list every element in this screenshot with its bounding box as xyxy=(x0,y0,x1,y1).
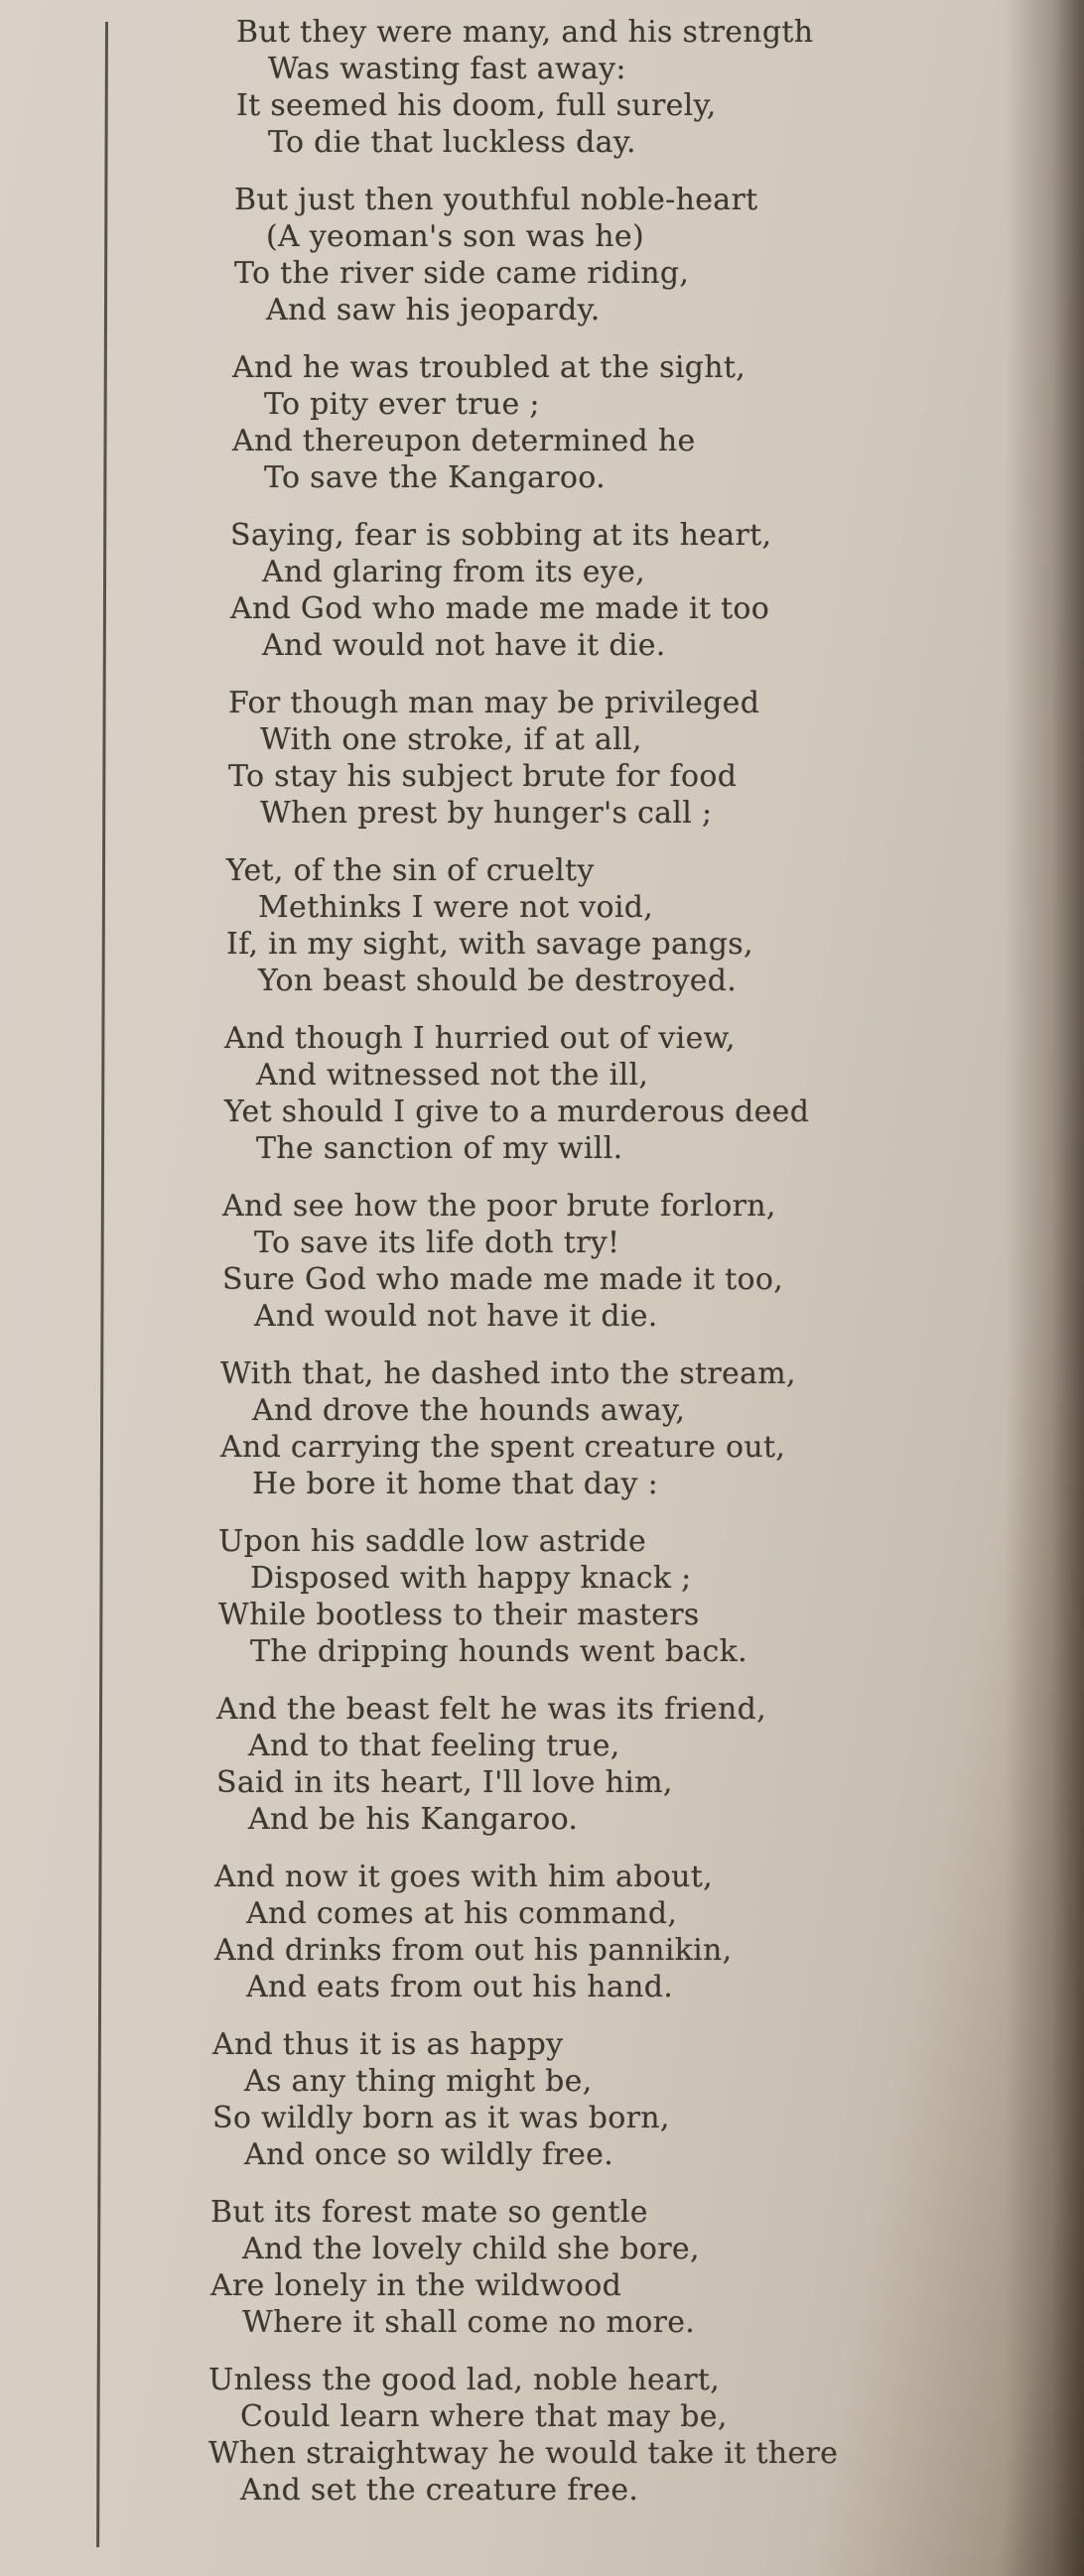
poem-line: Said in its heart, I'll love him, xyxy=(216,1765,673,1800)
poem-line: Yet, of the sin of cruelty xyxy=(226,853,595,888)
poem-line: But they were many, and his strength xyxy=(236,15,814,50)
poem-line: (A yeoman's son was he) xyxy=(266,219,644,254)
stanza-12 xyxy=(214,1859,969,2005)
poem-line: And would not have it die. xyxy=(262,628,666,663)
poem-line: Disposed with happy knack ; xyxy=(250,1561,692,1596)
poem-line: And carrying the spent creature out, xyxy=(220,1430,786,1465)
poem-line: Unless the good lad, noble heart, xyxy=(208,2363,721,2397)
stanza-4 xyxy=(230,517,985,664)
poem-line: And set the creature free. xyxy=(240,2473,639,2508)
stanza-8 xyxy=(222,1188,977,1335)
stanza-9 xyxy=(220,1355,975,1502)
poem-line: For though man may be privileged xyxy=(228,686,760,720)
poem-line: And be his Kangaroo. xyxy=(248,1802,579,1837)
stanza-5 xyxy=(228,685,983,832)
stanza-14 xyxy=(210,2194,965,2341)
poem-line: And the beast felt he was its friend, xyxy=(216,1692,766,1727)
poem-line: And saw his jeopardy. xyxy=(266,293,601,327)
poem-line: To pity ever true ; xyxy=(264,387,540,422)
poem-line: To die that luckless day. xyxy=(268,125,636,160)
poem-line: Was wasting fast away: xyxy=(268,52,626,86)
poem-line: And to that feeling true, xyxy=(248,1729,620,1763)
poem-line: And thereupon determined he xyxy=(232,424,696,458)
page-edge-shadow xyxy=(1005,0,1084,2576)
poem-line: And drove the hounds away, xyxy=(252,1393,686,1428)
poem-line: And once so wildly free. xyxy=(244,2137,614,2172)
poem-line: To save the Kangaroo. xyxy=(264,460,606,495)
poem-line: To save its life doth try! xyxy=(254,1225,620,1260)
poem-line: The dripping hounds went back. xyxy=(250,1634,747,1669)
poem-line: If, in my sight, with savage pangs, xyxy=(226,927,753,962)
poem-line: The sanction of my will. xyxy=(256,1131,623,1166)
stanza-13 xyxy=(212,2026,967,2173)
stanza-6 xyxy=(226,852,981,999)
poem-line: And would not have it die. xyxy=(254,1299,658,1334)
poem-line: And eats from out his hand. xyxy=(246,1970,674,2004)
poem-line: Yet should I give to a murderous deed xyxy=(224,1095,810,1129)
poem-line: Yon beast should be destroyed. xyxy=(258,964,738,998)
poem-line: Saying, fear is sobbing at its heart, xyxy=(230,518,772,553)
poem-line: And the lovely child she bore, xyxy=(242,2232,700,2266)
poem-line: Sure God who made me made it too, xyxy=(222,1262,784,1297)
stanza-11 xyxy=(216,1691,971,1838)
stanza-10 xyxy=(218,1523,973,1670)
poem-line: And thus it is as happy xyxy=(212,2027,564,2062)
poem-line: And glaring from its eye, xyxy=(262,555,645,589)
poem-line: But its forest mate so gentle xyxy=(210,2195,648,2230)
poem-line: And witnessed not the ill, xyxy=(256,1058,649,1093)
poem-line: It seemed his doom, full surely, xyxy=(236,88,717,123)
poem-line: Where it shall come no more. xyxy=(242,2305,696,2340)
stanza-2 xyxy=(234,182,989,328)
poem-line: As any thing might be, xyxy=(244,2064,593,2099)
poem-line: When prest by hunger's call ; xyxy=(260,796,713,831)
poem-line: While bootless to their masters xyxy=(218,1598,700,1632)
stanza-15 xyxy=(208,2362,963,2509)
poem-line: And God who made me made it too xyxy=(230,591,770,626)
stanza-1 xyxy=(236,14,991,161)
stanza-7 xyxy=(224,1020,979,1167)
poem-line: When straightway he would take it there xyxy=(208,2436,839,2471)
poem-line: And comes at his command, xyxy=(246,1896,678,1931)
poem-line: So wildly born as it was born, xyxy=(212,2101,670,2135)
poem-line: With that, he dashed into the stream, xyxy=(220,1356,796,1391)
poem-line: With one stroke, if at all, xyxy=(260,722,642,757)
poem-line: Methinks I were not void, xyxy=(258,890,654,925)
poem-line: To the river side came riding, xyxy=(234,256,690,291)
poem-line: To stay his subject brute for food xyxy=(228,759,738,794)
poem-line: And now it goes with him about, xyxy=(214,1860,713,1894)
poem-line: And though I hurried out of view, xyxy=(224,1021,736,1056)
poem-line: He bore it home that day : xyxy=(252,1467,658,1501)
poem-line: And see how the poor brute forlorn, xyxy=(222,1189,776,1224)
poem-line: Are lonely in the wildwood xyxy=(210,2268,622,2303)
poem-line: And he was troubled at the sight, xyxy=(232,350,746,385)
poem-line: And drinks from out his pannikin, xyxy=(214,1933,733,1968)
poem-line: Upon his saddle low astride xyxy=(218,1524,647,1559)
poem-line: But just then youthful noble-heart xyxy=(234,183,758,217)
stanza-3 xyxy=(232,349,987,496)
poem-line: Could learn where that may be, xyxy=(240,2399,728,2434)
